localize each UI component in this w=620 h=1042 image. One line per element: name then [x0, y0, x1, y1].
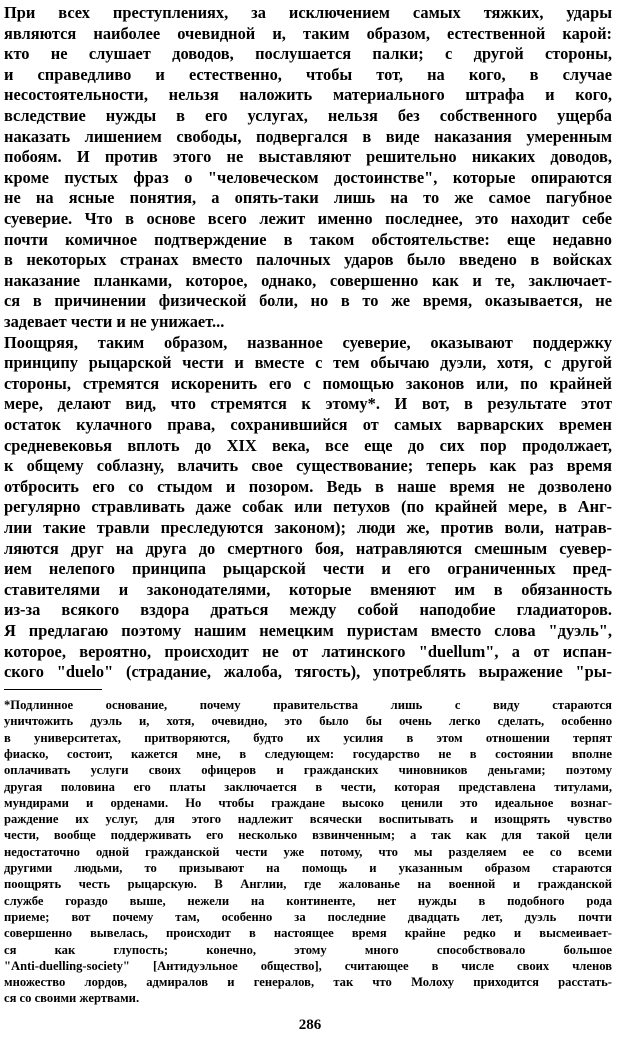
body-text-line: ием нелепого принципа рыцарской чести и его ограниченных пред- [4, 559, 612, 579]
body-text-line: стороны, стремятся искоренить его с помощью законов или, по крайней [4, 373, 612, 393]
body-text-line: средневековья вплоть до XIX века, все еще до сих пор продолжает, [4, 435, 612, 455]
body-text-line: Я предлагаю поэтому нашим немецким пуристам вместо слова "дуэль", [4, 621, 612, 640]
body-text-line: ляются друг на друга до смертного боя, натравляются смешным суевер- [4, 538, 612, 558]
footnote-line: мундирами и орденами. Но чтобы граждане высоко ценили это идеальное вознаг- [4, 795, 612, 810]
body-text-line: к общему соблазну, влачить свое существование; теперь как раз время [4, 456, 612, 476]
body-text-line: из-за всякого вздора драться между собой наподобие гладиаторов. [4, 600, 612, 620]
body-text-line: кроме пустых фраз о "человеческом достоинстве", которые опираются [4, 167, 612, 187]
footnote-line: службе гораздо выше, нежели на континенте, нет нужды в подобного рода [4, 893, 612, 908]
body-text-line: почти комичное подтверждение в таком обстоятельстве: еще недавно [4, 229, 612, 249]
body-text-line: При всех преступлениях, за исключением самых тяжких, удары [4, 3, 612, 22]
footnote-line: ся со своими жертвами. [4, 991, 140, 1006]
footnote-line: другими людьми, то призывают на помощь и указанным образом стараются [4, 861, 612, 875]
body-text-line: наказать лишением свободы, подвергался в виде наказания умеренным [4, 126, 612, 146]
body-text-line: наказание планками, которое, однако, совершенно как и те, заключает- [4, 270, 612, 290]
body-text-line: регулярно стравливать даже собак или петухов (по крайней мере, в Анг- [4, 497, 612, 517]
body-text-line: ся в причинении физической боли, но в то же время, оказывается, не [4, 291, 612, 311]
footnote-line: другая половина его платы заключается в чести, которая представлена титулами, [4, 779, 612, 794]
body-text-line: побоям. И против этого не выставляют решительно никаких доводов, [4, 147, 612, 167]
footnote-separator [4, 689, 102, 690]
body-text-line: принципу рыцарской чести и вместе с тем обычаю дуэли, хотя, с другой [4, 353, 612, 373]
body-text-line: несостоятельности, нельзя наложить материального штрафа и кого, [4, 85, 612, 105]
footnote-line: приеме; вот почему там, особенно за последние двадцать лет, дуэль почти [4, 909, 612, 924]
body-text-line: кто не слушает доводов, послушается палки; с другой стороны, [4, 44, 612, 64]
footnote-line: уничтожить дуэль и, хотя, очевидно, это было бы очень легко сделать, особенно [4, 714, 612, 729]
footnote-line: раждение их услуг, для этого надлежит всячески воспитывать и изощрять чувство [4, 812, 612, 827]
body-text-line: вследствие нужды в его услугах, нельзя без собственного ущерба [4, 106, 612, 125]
body-text-line: ставителями и законодателями, которые вменяют им в обязанность [4, 579, 612, 599]
body-text-line: Поощряя, таким образом, названное суеверие, оказывают поддержку [4, 332, 612, 352]
footnote-line: ся как глупость; конечно, этому много способствовало большое [4, 942, 612, 957]
footnote-line: "Anti-duelling-society" [Антидуэльное общество], считающее в числе своих членов [4, 958, 612, 973]
body-text-line: ского "duelo" (страдание, жалоба, тягость), употреблять выражение "ры- [4, 662, 612, 682]
footnote-line: совершенно вывелась, происходит в настоящее время крайне редко и высмеивает- [4, 926, 612, 941]
body-text-line: отбросить его со стыдом и позором. Ведь в наше время не дозволено [4, 476, 612, 496]
body-text-line: суеверие. Что в основе всего лежит именно последнее, это находит себе [4, 209, 612, 228]
body-text-line: не на ясные понятия, а опять-таки лишь на то же самое пагубное [4, 188, 612, 208]
body-text-line: остаток кулачного права, сохранившийся от самых варварских времен [4, 415, 612, 434]
body-text-line: лии такие травли преследуются законом); люди же, против воли, натрав- [4, 518, 612, 537]
page-number: 286 [298, 1017, 322, 1033]
body-text-line: в некоторых странах вместо палочных ударов было введено в войсках [4, 250, 612, 270]
body-text-line: которое, вероятно, происходит не от латинского "duellum", а от испан- [4, 641, 612, 661]
body-text-line: задевает чести и не унижает... [4, 312, 225, 331]
footnote-line: в университетах, притворяются, будто их усилия в этом отношении терпят [4, 730, 612, 745]
body-text-line: мере, делают вид, что стремятся к этому*. И вот, в результате этот [4, 394, 612, 414]
footnote-line: *Подлинное основание, почему правительства лишь с виду стараются [4, 698, 612, 712]
body-text-line: и справедливо и естественно, чтобы тот, на кого, в случае [4, 64, 612, 84]
footnote-line: чести, вообще поддерживать его несколько взвинченным; а так как для такой цели [4, 828, 612, 843]
footnote-line: оплачивать услуги своих офицеров и гражданских чиновников деньгами; поэтому [4, 763, 612, 778]
footnote-line: поощрять честь рыцарскую. В Англии, где жалованье на военной и гражданской [4, 877, 612, 892]
footnote-line: недостаточно одной гражданской чести уже потому, что мы разделяем ее со всеми [4, 844, 612, 859]
footnote-line: фиаско, состоит, кажется мне, в следующем: государство не в состоянии вполне [4, 746, 612, 761]
body-text-line: являются наиболее очевидной и, таким образом, естественной карой: [4, 23, 612, 43]
footnote-line: множество лордов, адмиралов и генералов, так что Молоху приходится расстать- [4, 975, 612, 990]
